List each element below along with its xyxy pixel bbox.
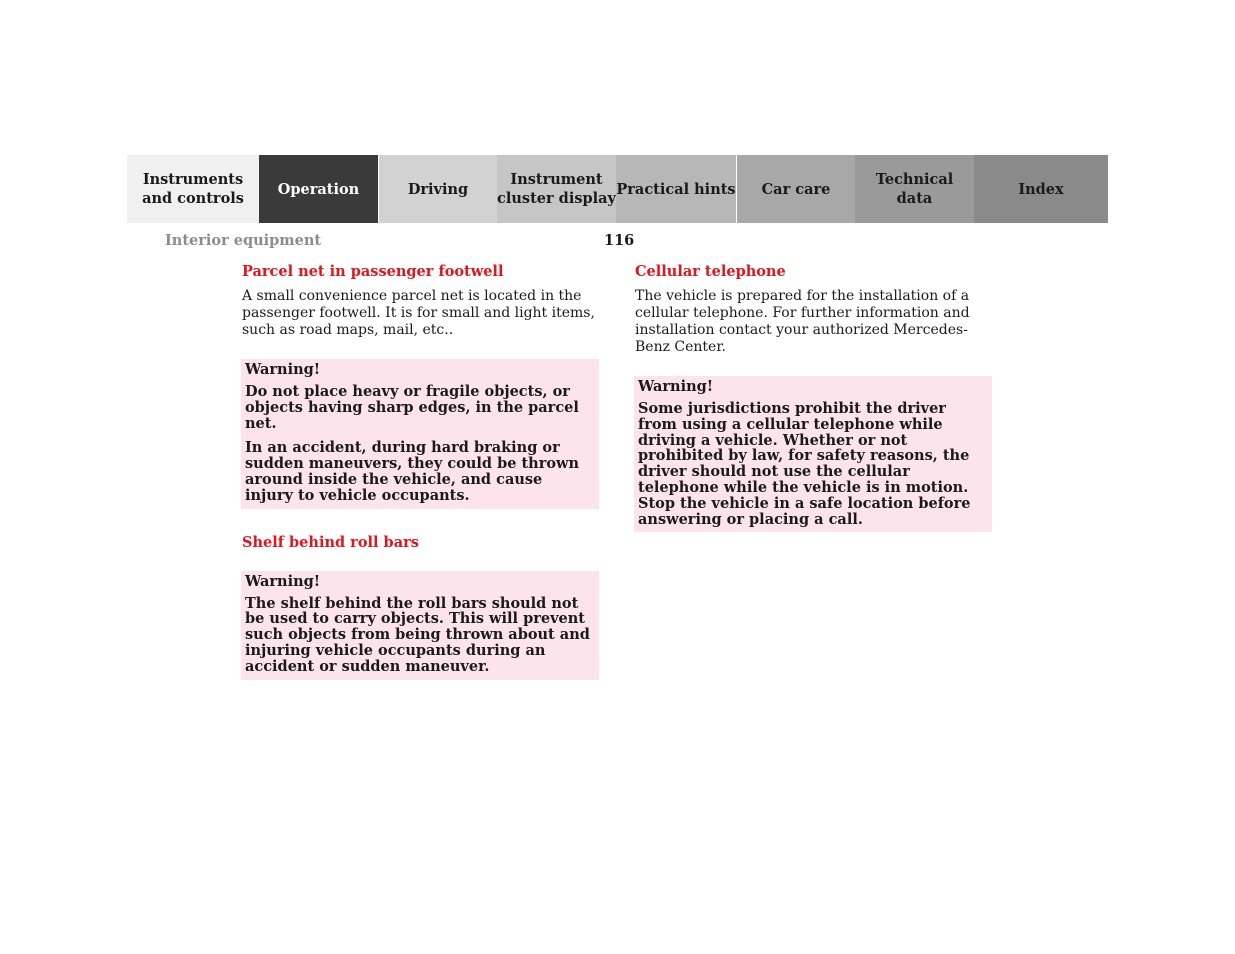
cellular-telephone-heading: Cellular telephone: [635, 263, 786, 280]
warning-text: The shelf behind the roll bars should not be used to carry objects. This will prevent such objects from being thrown about and injuring vehicle occupants during an accident or sudden maneuver.: [245, 594, 590, 675]
left-column: [241, 263, 599, 680]
warning-label: Warning!: [245, 572, 321, 590]
tab-instrument-cluster-display[interactable]: Instrument cluster display: [497, 155, 616, 223]
tab-car-care[interactable]: Car care: [736, 155, 855, 223]
warning-label: Warning!: [638, 378, 714, 395]
cellular-telephone-body: The vehicle is prepared for the installation of a cellular telephone. For further information and installation contact your authorized Mercedes-Benz Center.: [635, 288, 970, 355]
parcel-net-body: A small convenience parcel net is located in the passenger footwell. It is for small and light items, such as road maps, mail, etc..: [242, 288, 595, 338]
right-column: [634, 263, 992, 532]
section-title: Interior equipment: [165, 232, 322, 249]
page-number: 116: [604, 232, 635, 249]
shelf-warning-box: [241, 571, 599, 680]
tab-technical-data[interactable]: Technical data: [855, 155, 974, 223]
warning-text: In an accident, during hard braking or sudden maneuvers, they could be thrown around inside the vehicle, and cause injury to vehicle occupants.: [245, 439, 580, 504]
warning-text: Do not place heavy or fragile objects, or objects having sharp edges, in the parcel net.: [245, 383, 579, 432]
tab-driving[interactable]: Driving: [378, 155, 497, 223]
cellular-telephone-warning-box: [634, 376, 992, 532]
tab-practical-hints[interactable]: Practical hints: [616, 155, 736, 223]
warning-text: Some jurisdictions prohibit the driver from using a cellular telephone while driving a vehicle. Whether or not prohibited by law, for safety reasons, the driver should not use the cellular telephone while the vehicle is in motion. Stop the vehicle in a safe location before answering or placing a call.: [638, 400, 971, 528]
warning-label: Warning!: [245, 361, 321, 378]
tab-index[interactable]: Index: [974, 155, 1108, 223]
parcel-net-warning-box: [241, 359, 599, 509]
chapter-tab-bar: [127, 155, 1108, 223]
parcel-net-heading: Parcel net in passenger footwell: [242, 263, 504, 280]
tab-operation[interactable]: Operation: [259, 155, 378, 223]
shelf-heading: Shelf behind roll bars: [242, 533, 419, 551]
tab-instruments-and-controls[interactable]: Instruments and controls: [127, 155, 259, 223]
